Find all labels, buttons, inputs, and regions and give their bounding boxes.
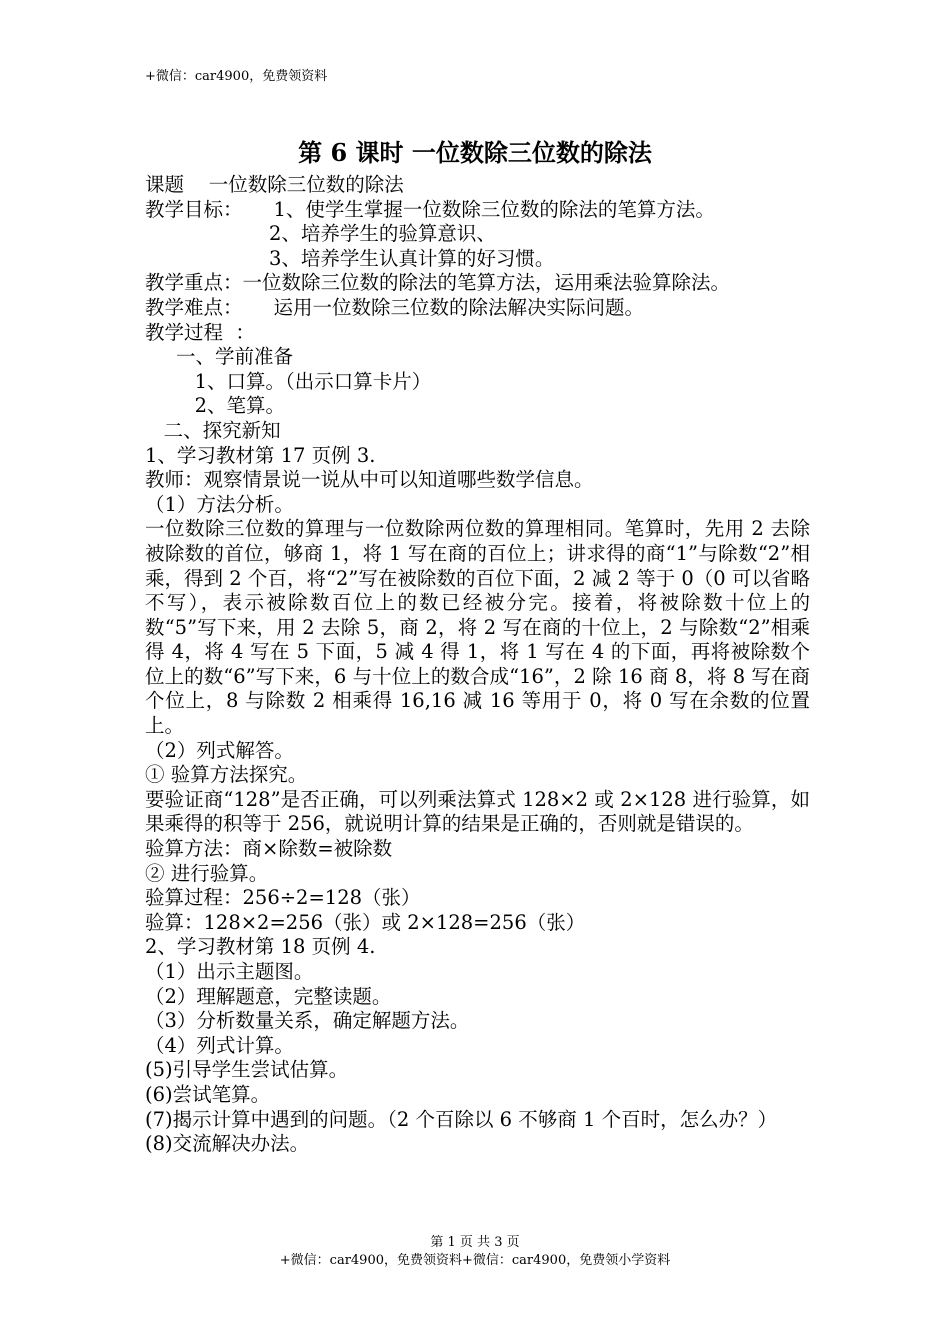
text-line: 2、笔算。 <box>145 394 285 418</box>
text-line: （4）列式计算。 <box>145 1033 294 1057</box>
text-line: (8)交流解决办法。 <box>145 1132 310 1156</box>
text-line: 教学目标： 1、使学生掌握一位数除三位数的除法的笔算方法。 <box>145 197 715 221</box>
paragraph-verification: 要验证商“128”是否正确，可以列乘法算式 128×2 或 2×128 进行验算，如果乘得的积等于 256，就说明计算的结果是正确的，否则就是错误的。 <box>145 787 810 836</box>
text-line: 验算方法：商×除数=被除数 <box>145 837 393 861</box>
text-line: 教学过程 ： <box>145 320 255 344</box>
text-line: 二、探究新知 <box>145 418 281 442</box>
page-title: 第 6 课时 一位数除三位数的除法 <box>298 138 652 167</box>
text-line: 2、学习教材第 18 页例 4. <box>145 935 376 959</box>
text-line: 教学难点： 运用一位数除三位数的除法解决实际问题。 <box>145 295 644 319</box>
text-line: ② 进行验算。 <box>145 861 269 885</box>
footer-note: +微信：car4900，免费领资料+微信：car4900，免费领小学资料 <box>279 1253 671 1268</box>
text-line: 教师：观察情景说一说从中可以知道哪些数学信息。 <box>145 468 594 492</box>
text-line: (5)引导学生尝试估算。 <box>145 1058 349 1082</box>
text-line: （2）理解题意，完整读题。 <box>145 984 392 1008</box>
text-line: （2）列式解答。 <box>145 738 294 762</box>
text-line: （3）分析数量关系，确定解题方法。 <box>145 1009 470 1033</box>
text-line: 1、口算。（出示口算卡片） <box>145 369 432 393</box>
page-number: 第 1 页 共 3 页 <box>430 1235 520 1250</box>
text-line: 2、培养学生的验算意识、 <box>145 222 496 246</box>
text-line: （1）方法分析。 <box>145 492 294 516</box>
paragraph-problem: (7)揭示计算中遇到的问题。（2 个百除以 6 不够商 1 个百时，怎么办？） <box>145 1107 778 1131</box>
text-line: 一、学前准备 <box>145 345 293 369</box>
text-line: 教学重点：一位数除三位数的除法的笔算方法，运用乘法验算除法。 <box>145 271 731 295</box>
header-note: +微信：car4900，免费领资料 <box>145 69 328 84</box>
text-line: 3、培养学生认真计算的好习惯。 <box>145 246 555 270</box>
paragraph-method-analysis: 一位数除三位数的算理与一位数除两位数的算理相同。笔算时，先用 2 去除被除数的首位，够商 1，将 1 写在商的百位上；讲求得的商“1”与除数“2”相乘，得到 2 个百，将“2”写在被除数的百位下面，2 减 2 等于 0（0 可以省略不写），表示被除数百位上的数已经被分完。接着，将被除数十位上的数“5”写下来，用 2 去除 5，商 2，将 2 写在商的十位上，2 与除数“2”相乘得 4，将 4 写在 5 下面，5 减 4 得 1，将 1 写在 4 的下面，再将被除数个位上的数“6”写下来，6 与十位上的数合成“16”，2 除 16 商 8，将 8 写在商个位上，8 与除数 2 相乘得 16,16 减 16 等用于 0，将 0 写在余数的位置上。 <box>145 517 810 738</box>
text-line: (6)尝试笔算。 <box>145 1082 271 1106</box>
document-body <box>145 173 810 1157</box>
text-line: 验算：128×2=256（张）或 2×128=256（张） <box>145 910 586 934</box>
text-line: （1）出示主题图。 <box>145 960 314 983</box>
text-line: 1、学习教材第 17 页例 3. <box>145 443 376 467</box>
text-line: 课题 一位数除三位数的除法 <box>145 173 404 196</box>
text-line: ① 验算方法探究。 <box>145 763 308 787</box>
text-line: 验算过程：256÷2=128（张） <box>145 886 421 910</box>
